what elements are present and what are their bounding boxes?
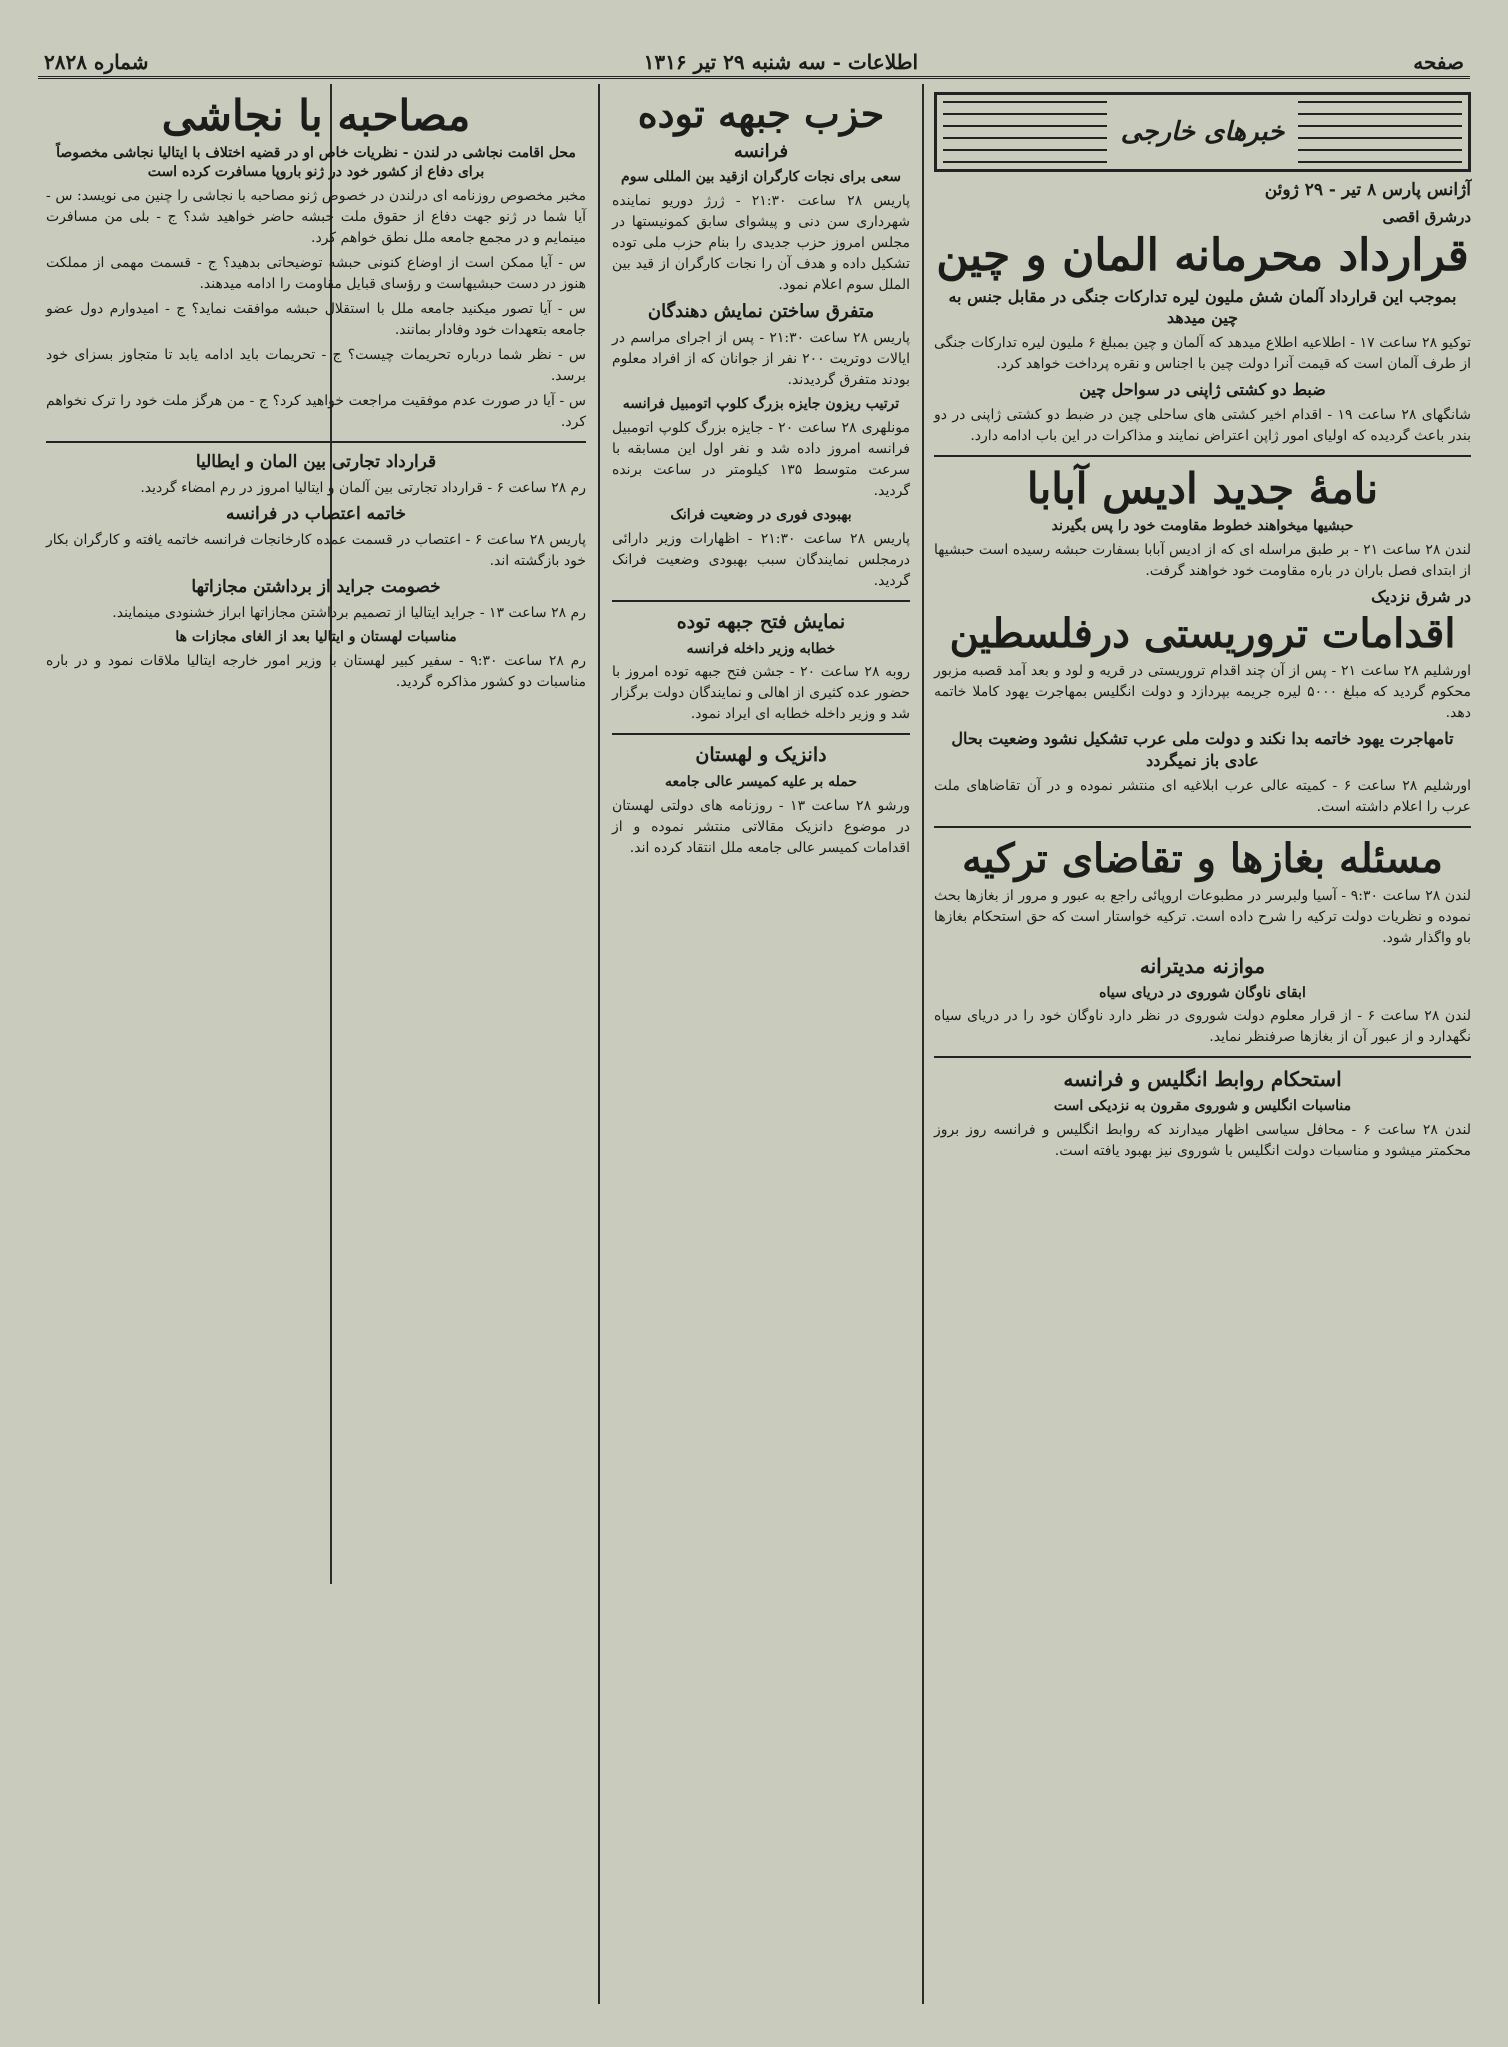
foreign-news-logo (934, 92, 1471, 172)
middle-column (606, 92, 916, 2022)
divider (934, 455, 1471, 457)
subhead-soviet-fleet: ابقای ناوگان شوروی در دریای سیاه (1099, 984, 1306, 1001)
region-label: درشرق اقصی (1382, 208, 1471, 226)
headline-demonstrators: متفرق ساختن نمایش دهندگان (647, 300, 875, 322)
divider-middle (612, 600, 910, 602)
headline-palestine: اقدامات تروریستی درفلسطین (949, 610, 1456, 658)
subhead-danzig: حمله بر علیه کمیسر عالی جامعه (664, 774, 858, 791)
subhead-interior-minister: خطابه وزیر داخله فرانسه (686, 640, 836, 657)
article-victory-show: روبه ۲۸ ساعت ۲۰ - جشن فتح جبهه توده امروز با حضور عده کثیری از اهالی و نمایندگان دولت برگزار شد و وزیر داخله خطابه ای ایراد نمود. (612, 664, 910, 723)
article-demonstrators: پاریس ۲۸ ساعت ۲۱:۳۰ - پس از اجرای مراسم در ایالات دوتریت ۲۰۰ نفر از جوانان که از افراد معلوم بودند متفرق گردیدند. (612, 330, 910, 389)
date-line: اطلاعات - سه شنبه ۲۹ تیر ۱۳۱۶ (643, 50, 919, 74)
article-franc: پاریس ۲۸ ساعت ۲۱:۳۰ - اظهارات وزیر دارائی درمجلس نمایندگان سبب بهبودی وضعیت فرانک گردید. (612, 530, 910, 589)
headline-popular-front: حزب جبهه توده (637, 92, 885, 136)
headline-strike-end: خاتمه اعتصاب در فرانسه (225, 504, 407, 525)
masthead (38, 48, 1470, 79)
article-palestine: اورشلیم ۲۸ ساعت ۲۱ - پس از آن چند اقدام تروریستی در قریه و لود و بعد آمد قصبه مزبور محکوم گردید که مبلغ ۵۰۰۰ لیره جریمه بپردازد و دولت انگلیس بمهاجرت یهود کاملا خاتمه دهد. (934, 663, 1471, 722)
agency-line: آژانس پارس ۸ تیر - ۲۹ ژوئن (1264, 180, 1471, 200)
region-label-2: در شرق نزدیک (1371, 586, 1471, 606)
article-press-sanctions: رم ۲۸ ساعت ۱۳ - جراید ایتالیا از تصمیم برداشتن مجازاتها ابراز خشنودی مینمایند. (112, 604, 586, 621)
article-negus-4: س - نظر شما درباره تحریمات چیست؟ ج - تحریمات باید ادامه یابد تا متجاوز بسزای خود برسد. (46, 347, 586, 385)
divider-middle-2 (612, 733, 910, 735)
article-german-italian-trade: رم ۲۸ ساعت ۶ - قرارداد تجارتی بین آلمان و ایتالیا امروز در رم امضاء گردید. (140, 480, 586, 497)
music-staff-graphic-2 (943, 101, 1107, 163)
headline-danzig: دانزیک و لهستان (695, 744, 827, 767)
article-jewish-immigration: اورشلیم ۲۸ ساعت ۶ - کمیته عالی عرب ابلاغیه ای منتشر نموده و در آن تقاضاهای ملت عرب را اعلام داشته است. (934, 777, 1471, 815)
headline-franc: بهبودی فوری در وضعیت فرانک (670, 507, 852, 524)
article-popular-front: پاریس ۲۸ ساعت ۲۱:۳۰ - ژرژ دوریو نماینده شهرداری سن دنی و پیشوای سابق کمونیستها در مجلس امروز حزب جدیدی را بنام حزب ملی توده تشکیل داده و هدف آن را نجات کارگران از قید بین الملل سوم اعلام نمود. (612, 192, 911, 293)
divider-2 (934, 826, 1471, 828)
subhead-anglo-soviet: مناسبات انگلیس و شوروی مقرون به نزدیکی است (1053, 1098, 1352, 1115)
article-negus-1: مخبر مخصوص روزنامه ای درلندن در خصوص ژنو مصاحبه با نجاشی را چنین می نویسد: س - آیا شما در ژنو جهت دفاع از حقوق ملت حبشه حاضر خواهید شد؟ ج - بلی من مسافرت مینمایم و در مجمع جامعه ملل نطق خواهم کرد. (46, 188, 586, 247)
headline-grand-prix: ترتیب ریزون جایزه بزرگ کلوپ اتومبیل فرانسه (622, 396, 900, 413)
article-negus-2: س - آیا ممکن است از اوضاع کنونی حبشه توضیحاتی بدهید؟ ج - قسمت مهمی از مملکت هنوز در دست حبشیهاست و رؤسای قبایل مقاومت را ادامه میدهند. (46, 255, 586, 293)
article-negus-5: س - آیا در صورت عدم موفقیت مراجعت خواهید کرد؟ ج - من هرگز ملت خود را ترک نخواهم کرد. (46, 393, 586, 431)
column-rule-middle (598, 84, 600, 2004)
headline-german-italian-trade: قرارداد تجارتی بین المان و ایطالیا (195, 452, 437, 473)
article-grand-prix: مونلهری ۲۸ ساعت ۲۰ - جایزه بزرگ کلوپ اتومبیل فرانسه امروز داده شد و نفر اول این مسابقه با سرعت متوسط ۱۳۵ کیلومتر در ساعت برنده گردید. (612, 420, 910, 500)
subhead-france: فرانسه (733, 140, 789, 162)
headline-germany-china: قرارداد محرمانه المان و چین (936, 230, 1469, 282)
headline-negus-interview: مصاحبه با نجاشی (161, 92, 471, 140)
subhead-negus-interview: محل اقامت نجاشی در لندن - نظریات خاص او در قضیه اختلاف با ایتالیا نجاشی مخصوصاً برای دفاع از کشور خود در ژنو باروپا مسافرت کرده است (56, 145, 576, 181)
article-negus-3: س - آیا تصور میکنید جامعه ملل با استقلال حبشه موافقت نماید؟ ج - امیدوارم دول عضو جامعه بتعهدات خود وفادار بمانند. (46, 301, 586, 339)
page-label: صفحه (1413, 50, 1464, 74)
headline-japanese-ships: ضبط دو کشتی ژاپنی در سواحل چین (1079, 380, 1326, 400)
article-straits-turkey: لندن ۲۸ ساعت ۹:۳۰ - آسیا ولبرسر در مطبوعات اروپائی راجع به عبور و مرور از بغازها بحث نموده و نظریات دولت ترکیه را شرح داده است. ترکیه خواستار است که حق استحکام بغازها باو واگذار شود. (934, 887, 1471, 946)
article-anglo-french: لندن ۲۸ ساعت ۶ - محافل سیاسی اظهار میدارند که روابط انگلیس و فرانسه روز بروز محکمتر میشود و مناسبات دولت انگلیس با شوروی نیز بهبود یافته است. (934, 1122, 1472, 1160)
headline-addis-ababa: نامهٔ جدید ادیس آبابا (1026, 463, 1379, 513)
subhead-addis-ababa: حبشیها میخواهند خطوط مقاومت خود را پس بگیرند (1051, 517, 1354, 534)
article-poland-italy: رم ۲۸ ساعت ۹:۳۰ - سفیر کبیر لهستان با وزیر امور خارجه ایتالیا ملاقات نمود و در باره مناسبات دو کشور مذاکره گردید. (46, 652, 587, 690)
article-soviet-fleet: لندن ۲۸ ساعت ۶ - از قرار معلوم دولت شوروی در نظر دارد ناوگان خود را در دریای سیاه نگهدارد و از عبور آن از بغازها صرفنظر نماید. (934, 1008, 1472, 1046)
article-danzig: ورشو ۲۸ ساعت ۱۳ - روزنامه های دولتی لهستان در موضوع دانزیک مقالاتی منتشر نموده و از اقدامات کمیسر عالی جامعه ملل انتقاد کرده اند. (612, 798, 911, 857)
left-column (40, 92, 592, 2022)
divider-left (46, 441, 586, 443)
headline-press-sanctions: خصومت جراید از برداشتن مجازاتها (191, 576, 441, 597)
headline-poland-italy: مناسبات لهستان و ایتالیا بعد از الغای مجازات ها (175, 628, 457, 645)
divider-3 (934, 1056, 1471, 1058)
headline-victory-show: نمایش فتح جبهه توده (676, 610, 846, 633)
issue-label: شماره ۲۸۲۸ (44, 50, 149, 74)
article-strike-end: پاریس ۲۸ ساعت ۶ - اعتصاب در قسمت عمده کارخانجات فرانسه خاتمه یافته و کارگران بکار خود بازگشته اند. (46, 531, 586, 569)
headline-straits-turkey: مسئله بغازها و تقاضای ترکیه (962, 834, 1443, 882)
music-staff-graphic (1298, 101, 1462, 163)
subhead-workers: سعی برای نجات کارگران ازقید بین المللی سوم (621, 168, 901, 185)
headline-mediterranean: موازنه مدیترانه (1139, 953, 1266, 978)
article-addis-ababa: لندن ۲۸ ساعت ۲۱ - بر طبق مراسله ای که از ادیس آبابا بسفارت حبشه رسیده است حبشیها از ابتدای فصل باران در باره مقاومت خود خواهند گرفت. (934, 541, 1472, 579)
headline-jewish-immigration: تامهاجرت یهود خاتمه بدا نکند و دولت ملی عرب تشکیل نشود وضعیت بحال عادی باز نمیگردد (951, 729, 1454, 770)
headline-anglo-french: استحکام روابط انگلیس و فرانسه (1063, 1067, 1342, 1092)
subhead-germany-china: بموجب این قرارداد آلمان شش ملیون لیره تدارکات جنگی در مقابل جنس به چین میدهد (948, 286, 1457, 328)
article-germany-china: توکیو ۲۸ ساعت ۱۷ - اطلاعیه اطلاع میدهد که آلمان و چین بمبلغ ۶ ملیون لیره تدارکات جنگی از طرف آلمان است که قیمت آنرا دولت چین با اجناس و نقره پرداخت خواهد کرد. (934, 335, 1471, 373)
article-japanese-ships: شانگهای ۲۸ ساعت ۱۹ - اقدام اخیر کشتی های ساحلی چین در ضبط دو کشتی ژاپنی در دو بندر باعث گردیده که اولیای امور ژاپن اعتراض نمایند و مذاکرات در این باب ادامه دارد. (934, 406, 1471, 444)
logo-text: خبرهای خارجی (1115, 122, 1291, 143)
right-column (930, 92, 1475, 2022)
column-rule-right (922, 84, 924, 2004)
